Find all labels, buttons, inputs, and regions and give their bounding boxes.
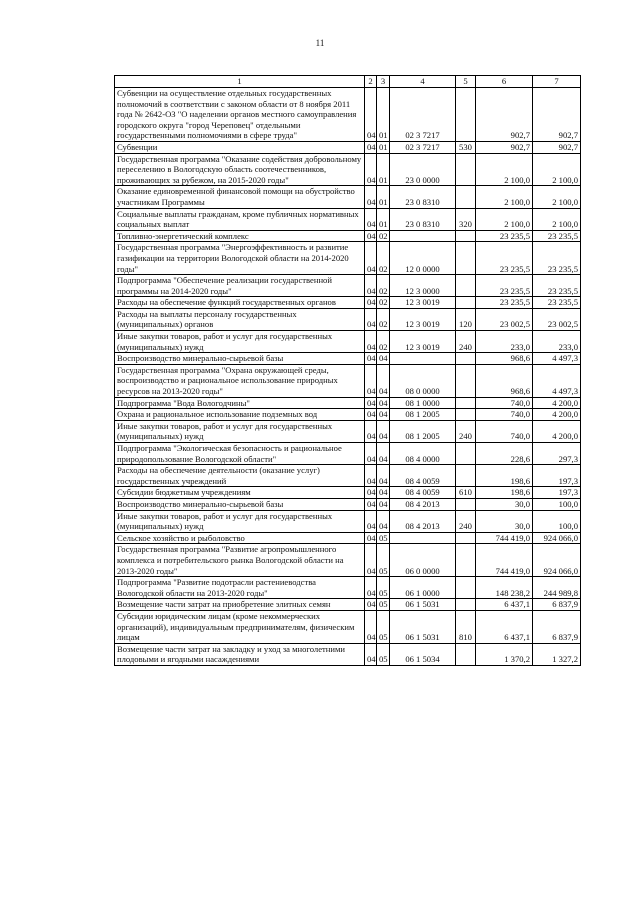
row-amount-year1: 198,6 — [476, 487, 533, 499]
row-name: Возмещение части затрат на приобретение элитных семян — [115, 599, 365, 611]
row-amount-year1: 740,0 — [476, 397, 533, 409]
row-section: 04 — [365, 599, 377, 611]
row-section: 04 — [365, 364, 377, 397]
row-amount-year1: 30,0 — [476, 510, 533, 532]
table-row — [115, 487, 581, 499]
row-amount-year1: 198,6 — [476, 465, 533, 487]
row-amount-year1: 23 235,5 — [476, 275, 533, 297]
table-header-row — [115, 76, 581, 88]
row-name: Государственная программа "Охрана окружающей среды, воспроизводство и рациональное использование природных ресурсов на 2013-2020 годы" — [115, 364, 365, 397]
row-subsection: 02 — [377, 331, 390, 353]
row-amount-year1: 740,0 — [476, 420, 533, 442]
row-expense-type — [456, 643, 476, 665]
row-expense-type — [456, 242, 476, 275]
row-name: Охрана и рациональное использование подземных вод — [115, 409, 365, 421]
row-expense-type — [456, 88, 476, 142]
row-target-article: 08 0 0000 — [390, 364, 456, 397]
row-name: Иные закупки товаров, работ и услуг для государственных (муниципальных) нужд — [115, 420, 365, 442]
row-subsection: 01 — [377, 141, 390, 153]
table-row — [115, 186, 581, 208]
row-target-article: 08 4 0059 — [390, 465, 456, 487]
row-amount-year2: 233,0 — [533, 331, 581, 353]
row-target-article: 06 1 5031 — [390, 610, 456, 643]
row-amount-year2: 23 235,5 — [533, 275, 581, 297]
row-section: 04 — [365, 544, 377, 577]
row-target-article: 12 3 0019 — [390, 297, 456, 309]
row-amount-year2: 902,7 — [533, 141, 581, 153]
header-section: 2 — [365, 76, 377, 88]
row-name: Субвенции — [115, 141, 365, 153]
row-amount-year2: 6 837,9 — [533, 599, 581, 611]
row-subsection: 04 — [377, 397, 390, 409]
page-number: 11 — [315, 38, 325, 48]
table-row — [115, 275, 581, 297]
row-subsection: 01 — [377, 186, 390, 208]
row-name: Подпрограмма "Вода Вологодчины" — [115, 397, 365, 409]
row-subsection: 01 — [377, 208, 390, 230]
row-name: Воспроизводство минерально-сырьевой базы — [115, 353, 365, 365]
row-subsection: 04 — [377, 498, 390, 510]
row-amount-year1: 30,0 — [476, 498, 533, 510]
table-row — [115, 331, 581, 353]
row-target-article: 02 3 7217 — [390, 141, 456, 153]
row-name: Субсидии бюджетным учреждениям — [115, 487, 365, 499]
table-row — [115, 208, 581, 230]
row-amount-year2: 100,0 — [533, 510, 581, 532]
row-amount-year2: 924 066,0 — [533, 532, 581, 544]
row-target-article: 12 3 0019 — [390, 331, 456, 353]
row-expense-type — [456, 364, 476, 397]
row-target-article: 08 1 0000 — [390, 397, 456, 409]
row-target-article: 12 0 0000 — [390, 242, 456, 275]
row-name: Расходы на обеспечение деятельности (оказание услуг) государственных учреждений — [115, 465, 365, 487]
row-target-article: 12 3 0019 — [390, 308, 456, 330]
row-subsection: 05 — [377, 577, 390, 599]
row-section: 04 — [365, 242, 377, 275]
budget-table — [114, 75, 581, 666]
row-name: Субвенции на осуществление отдельных государственных полномочий в соответствии с законом области от 8 ноября 2011 года № 2642-ОЗ "О наделении органов местного самоуправления городского округа "город Череповец" отдельными государственными полномочиями в сфере труда" — [115, 88, 365, 142]
row-expense-type — [456, 275, 476, 297]
row-section: 04 — [365, 297, 377, 309]
row-subsection: 02 — [377, 297, 390, 309]
row-expense-type — [456, 577, 476, 599]
table-row — [115, 353, 581, 365]
row-amount-year1: 6 437,1 — [476, 599, 533, 611]
row-subsection: 02 — [377, 308, 390, 330]
row-expense-type: 320 — [456, 208, 476, 230]
row-expense-type — [456, 230, 476, 242]
table-row — [115, 465, 581, 487]
row-section: 04 — [365, 610, 377, 643]
row-name: Государственная программа "Энергоэффективность и развитие газификации на территории Вологодской области на 2014-2020 годы" — [115, 242, 365, 275]
row-expense-type — [456, 599, 476, 611]
row-amount-year2: 23 235,5 — [533, 242, 581, 275]
row-amount-year1: 228,6 — [476, 443, 533, 465]
row-expense-type: 120 — [456, 308, 476, 330]
table-row — [115, 397, 581, 409]
row-amount-year1: 744 419,0 — [476, 532, 533, 544]
row-target-article: 08 4 0000 — [390, 443, 456, 465]
row-target-article: 02 3 7217 — [390, 88, 456, 142]
table-row — [115, 532, 581, 544]
row-target-article: 06 1 0000 — [390, 577, 456, 599]
row-section: 04 — [365, 498, 377, 510]
table-row — [115, 544, 581, 577]
row-expense-type — [456, 186, 476, 208]
row-target-article: 06 1 5034 — [390, 643, 456, 665]
row-section: 04 — [365, 577, 377, 599]
row-amount-year2: 23 235,5 — [533, 297, 581, 309]
row-amount-year2: 2 100,0 — [533, 153, 581, 186]
table-row — [115, 577, 581, 599]
row-subsection: 04 — [377, 353, 390, 365]
table-row — [115, 141, 581, 153]
row-subsection: 02 — [377, 275, 390, 297]
row-amount-year2: 902,7 — [533, 88, 581, 142]
table-row — [115, 510, 581, 532]
table-row — [115, 297, 581, 309]
row-amount-year2: 1 327,2 — [533, 643, 581, 665]
row-section: 04 — [365, 409, 377, 421]
table-row — [115, 88, 581, 142]
row-name: Топливно-энергетический комплекс — [115, 230, 365, 242]
row-expense-type: 530 — [456, 141, 476, 153]
row-amount-year1: 2 100,0 — [476, 208, 533, 230]
row-name: Иные закупки товаров, работ и услуг для государственных (муниципальных) нужд — [115, 510, 365, 532]
row-amount-year2: 2 100,0 — [533, 186, 581, 208]
row-target-article — [390, 353, 456, 365]
row-section: 04 — [365, 208, 377, 230]
row-expense-type — [456, 544, 476, 577]
row-target-article: 23 0 0000 — [390, 153, 456, 186]
row-expense-type: 240 — [456, 331, 476, 353]
table-row — [115, 364, 581, 397]
header-name: 1 — [115, 76, 365, 88]
row-subsection: 02 — [377, 230, 390, 242]
row-section: 04 — [365, 88, 377, 142]
row-amount-year1: 902,7 — [476, 88, 533, 142]
row-name: Возмещение части затрат на закладку и уход за многолетними плодовыми и ягодными насаждениями — [115, 643, 365, 665]
row-amount-year2: 244 989,8 — [533, 577, 581, 599]
row-expense-type: 610 — [456, 487, 476, 499]
row-amount-year1: 233,0 — [476, 331, 533, 353]
row-amount-year1: 6 437,1 — [476, 610, 533, 643]
row-target-article: 08 1 2005 — [390, 409, 456, 421]
header-amount-year1: 6 — [476, 76, 533, 88]
row-name: Субсидии юридическим лицам (кроме некоммерческих организаций), индивидуальным предпринимателям, физическим лицам — [115, 610, 365, 643]
row-section: 04 — [365, 465, 377, 487]
row-amount-year1: 23 235,5 — [476, 297, 533, 309]
table-row — [115, 599, 581, 611]
row-amount-year2: 197,3 — [533, 465, 581, 487]
table-row — [115, 420, 581, 442]
row-amount-year2: 297,3 — [533, 443, 581, 465]
row-amount-year2: 4 497,3 — [533, 353, 581, 365]
row-section: 04 — [365, 275, 377, 297]
row-amount-year1: 902,7 — [476, 141, 533, 153]
row-amount-year2: 23 235,5 — [533, 230, 581, 242]
row-expense-type: 240 — [456, 420, 476, 442]
row-subsection: 05 — [377, 643, 390, 665]
row-expense-type — [456, 153, 476, 186]
row-amount-year2: 100,0 — [533, 498, 581, 510]
row-amount-year2: 2 100,0 — [533, 208, 581, 230]
row-target-article — [390, 230, 456, 242]
row-amount-year1: 2 100,0 — [476, 186, 533, 208]
row-amount-year1: 744 419,0 — [476, 544, 533, 577]
row-subsection: 01 — [377, 153, 390, 186]
row-subsection: 04 — [377, 420, 390, 442]
row-target-article: 08 1 2005 — [390, 420, 456, 442]
row-target-article — [390, 532, 456, 544]
table-row — [115, 498, 581, 510]
row-amount-year2: 4 200,0 — [533, 397, 581, 409]
row-amount-year2: 197,3 — [533, 487, 581, 499]
row-name: Расходы на выплаты персоналу государственных (муниципальных) органов — [115, 308, 365, 330]
row-name: Подпрограмма "Обеспечение реализации государственной программы на 2014-2020 годы" — [115, 275, 365, 297]
row-amount-year2: 924 066,0 — [533, 544, 581, 577]
row-expense-type: 240 — [456, 510, 476, 532]
row-amount-year1: 23 002,5 — [476, 308, 533, 330]
row-subsection: 05 — [377, 610, 390, 643]
row-target-article: 08 4 2013 — [390, 498, 456, 510]
row-amount-year1: 740,0 — [476, 409, 533, 421]
row-expense-type — [456, 443, 476, 465]
row-name: Иные закупки товаров, работ и услуг для государственных (муниципальных) нужд — [115, 331, 365, 353]
row-name: Расходы на обеспечение функций государственных органов — [115, 297, 365, 309]
row-section: 04 — [365, 510, 377, 532]
row-section: 04 — [365, 353, 377, 365]
row-section: 04 — [365, 397, 377, 409]
row-expense-type: 810 — [456, 610, 476, 643]
row-expense-type — [456, 409, 476, 421]
row-subsection: 04 — [377, 487, 390, 499]
row-name: Государственная программа "Развитие агропромышленного комплекса и потребительского рынка Вологодской области на 2013-2020 годы" — [115, 544, 365, 577]
row-amount-year1: 968,6 — [476, 353, 533, 365]
row-name: Подпрограмма "Развитие подотрасли растениеводства Вологодской области на 2013-2020 годы" — [115, 577, 365, 599]
row-subsection: 04 — [377, 443, 390, 465]
row-section: 04 — [365, 141, 377, 153]
row-section: 04 — [365, 186, 377, 208]
table-row — [115, 610, 581, 643]
row-section: 04 — [365, 487, 377, 499]
row-amount-year2: 23 002,5 — [533, 308, 581, 330]
header-expense-type: 5 — [456, 76, 476, 88]
header-amount-year2: 7 — [533, 76, 581, 88]
row-name: Воспроизводство минерально-сырьевой базы — [115, 498, 365, 510]
row-target-article: 12 3 0000 — [390, 275, 456, 297]
row-amount-year1: 148 238,2 — [476, 577, 533, 599]
row-amount-year2: 4 200,0 — [533, 420, 581, 442]
row-name: Оказание единовременной финансовой помощи на обустройство участникам Программы — [115, 186, 365, 208]
table-row — [115, 153, 581, 186]
row-section: 04 — [365, 153, 377, 186]
header-target-article: 4 — [390, 76, 456, 88]
row-subsection: 04 — [377, 364, 390, 397]
row-target-article: 08 4 0059 — [390, 487, 456, 499]
row-expense-type — [456, 397, 476, 409]
row-section: 04 — [365, 230, 377, 242]
row-subsection: 04 — [377, 409, 390, 421]
row-subsection: 05 — [377, 532, 390, 544]
row-subsection: 01 — [377, 88, 390, 142]
table-row — [115, 643, 581, 665]
row-amount-year1: 23 235,5 — [476, 242, 533, 275]
row-section: 04 — [365, 532, 377, 544]
row-section: 04 — [365, 420, 377, 442]
row-target-article: 23 0 8310 — [390, 186, 456, 208]
row-name: Подпрограмма "Экологическая безопасность и рациональное природопользование Вологодской области" — [115, 443, 365, 465]
row-section: 04 — [365, 308, 377, 330]
row-amount-year1: 2 100,0 — [476, 153, 533, 186]
row-section: 04 — [365, 443, 377, 465]
row-amount-year2: 6 837,9 — [533, 610, 581, 643]
row-target-article: 06 0 0000 — [390, 544, 456, 577]
row-amount-year2: 4 200,0 — [533, 409, 581, 421]
table-row — [115, 308, 581, 330]
row-amount-year1: 968,6 — [476, 364, 533, 397]
row-expense-type — [456, 297, 476, 309]
row-subsection: 04 — [377, 465, 390, 487]
row-target-article: 08 4 2013 — [390, 510, 456, 532]
row-amount-year1: 23 235,5 — [476, 230, 533, 242]
row-expense-type — [456, 353, 476, 365]
row-target-article: 06 1 5031 — [390, 599, 456, 611]
table-row — [115, 230, 581, 242]
header-subsection: 3 — [377, 76, 390, 88]
row-name: Сельское хозяйство и рыболовство — [115, 532, 365, 544]
row-section: 04 — [365, 643, 377, 665]
table-row — [115, 409, 581, 421]
row-expense-type — [456, 465, 476, 487]
table-row — [115, 443, 581, 465]
row-amount-year1: 1 370,2 — [476, 643, 533, 665]
row-amount-year2: 4 497,3 — [533, 364, 581, 397]
row-expense-type — [456, 532, 476, 544]
table-row — [115, 242, 581, 275]
row-subsection: 05 — [377, 599, 390, 611]
row-subsection: 05 — [377, 544, 390, 577]
row-subsection: 04 — [377, 510, 390, 532]
row-target-article: 23 0 8310 — [390, 208, 456, 230]
row-name: Государственная программа "Оказание содействия добровольному переселению в Вологодскую область соотечественников, проживающих за рубежом, на 2015-2020 годы" — [115, 153, 365, 186]
row-section: 04 — [365, 331, 377, 353]
row-expense-type — [456, 498, 476, 510]
row-subsection: 02 — [377, 242, 390, 275]
row-name: Социальные выплаты гражданам, кроме публичных нормативных социальных выплат — [115, 208, 365, 230]
